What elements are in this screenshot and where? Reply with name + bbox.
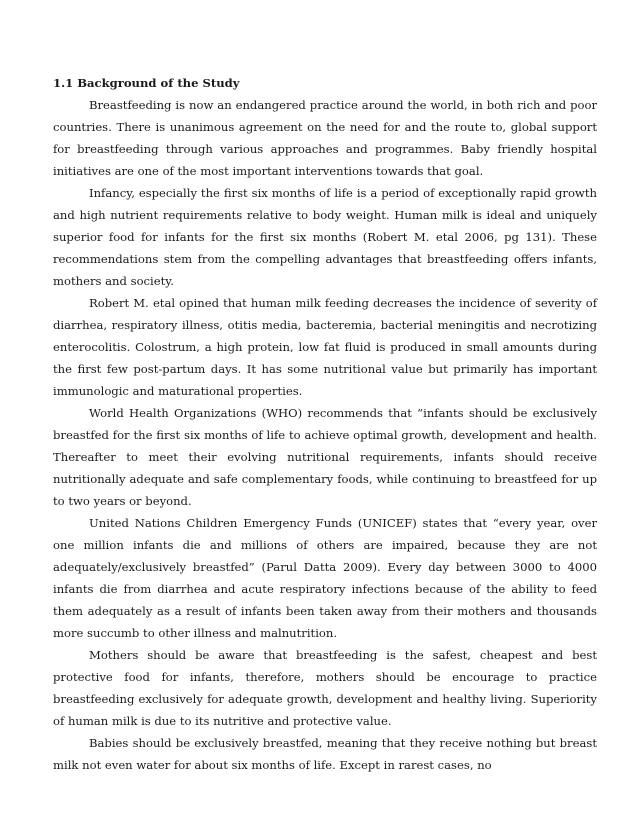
section-heading: 1.1 Background of the Study	[53, 76, 240, 90]
paragraph-infancy: Infancy, especially the first six months of life is a period of exceptionally rapid growth and high nutrient requirements relative to body weight. Human milk is ideal and uniquely superior food for infants for the first six months (Robert M. etal 2006, pg 131). These recommendations stem from the compelling advantages that breastfeeding offers infants, mothers and society.	[53, 186, 597, 288]
paragraph-intro: Breastfeeding is now an endangered practice around the world, in both rich and poor countries. There is unanimous agreement on the need for and the route to, global support for breastfeeding through various approaches and programmes. Baby friendly hospital initiatives are one of the most important interventions towards that goal.	[53, 98, 597, 178]
paragraph-mothers: Mothers should be aware that breastfeeding is the safest, cheapest and best protective food for infants, therefore, mothers should be encourage to practice breastfeeding exclusively for adequate growth, development and healthy living. Superiority of human milk is due to its nutritive and protective value.	[53, 648, 597, 728]
paragraph-robert: Robert M. etal opined that human milk feeding decreases the incidence of severity of diarrhea, respiratory illness, otitis media, bacteremia, bacterial meningitis and necrotizing enterocolitis. Colostrum, a high protein, low fat fluid is produced in small amounts during the first few post-partum days. It has some nutritional value but primarily has important immunologic and maturational properties.	[53, 296, 597, 398]
paragraph-who: World Health Organizations (WHO) recommends that “infants should be exclusively breastfed for the first six months of life to achieve optimal growth, development and health. Thereafter to meet their evolving nutritional requirements, infants should receive nutritionally adequate and safe complementary foods, while continuing to breastfeed for up to two years or beyond.	[53, 406, 597, 508]
document-page	[53, 72, 597, 776]
paragraph-babies: Babies should be exclusively breastfed, meaning that they receive nothing but breast milk not even water for about six months of life. Except in rarest cases, no	[53, 736, 597, 772]
paragraph-unicef: United Nations Children Emergency Funds (UNICEF) states that “every year, over one million infants die and millions of others are impaired, because they are not adequately/exclusively breastfed” (Parul Datta 2009). Every day between 3000 to 4000 infants die from diarrhea and acute respiratory infections because of the ability to feed them adequately as a result of infants been taken away from their mothers and thousands more succumb to other illness and malnutrition.	[53, 516, 597, 640]
